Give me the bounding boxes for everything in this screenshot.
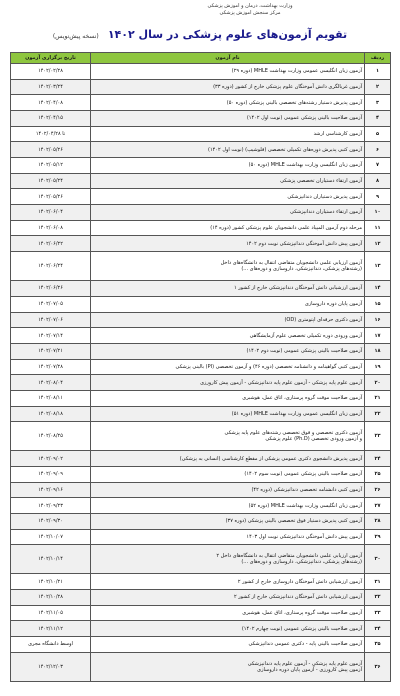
row-number: ۱۵ [365,296,391,312]
exam-name [91,158,365,174]
row-number: ۲۱ [365,390,391,406]
exam-name-line: آزمون صلاحیت بالینی پزشکی عمومی (نوبت دوم ۱۴۰۲) [246,348,362,355]
exam-name [91,637,365,653]
row-number: ۲۲ [365,406,391,422]
exam-name [91,359,365,375]
row-number: ۴ [365,111,391,127]
table-row [11,574,391,590]
exam-name-line: آزمون ارتقاء دستیاران تخصصی پزشکی [280,178,362,185]
row-number: ۲۶ [365,482,391,498]
exam-date: اوسط دانشگاه مجری [11,637,91,653]
row-number: ۲ [365,79,391,95]
exam-date: ۱۴۰۲/۱۱/۰۵ [11,605,91,621]
row-number: ۱۶ [365,312,391,328]
table-row [11,343,391,359]
exam-schedule-table [10,52,391,682]
row-number: ۳۶ [365,652,391,681]
row-number: ۳۵ [365,637,391,653]
exam-name [91,205,365,221]
exam-date: ۱۴۰۲/۰۴/۰۸ [11,95,91,111]
exam-date: ۱۴۰۲/۱۲/۰۳ [11,652,91,681]
exam-date: ۱۴۰۲/۱۱/۱۲ [11,621,91,637]
exam-name [91,142,365,158]
row-number: ۳۱ [365,574,391,590]
table-row [11,236,391,252]
exam-name [91,422,365,451]
table-row [11,545,391,574]
exam-name-line: آزمون ارزشیابی دانش آموختگان داروسازی خارج از کشور ۲ [237,578,362,585]
exam-name [91,466,365,482]
table-row [11,605,391,621]
table-row [11,451,391,467]
row-number: ۱۴ [365,281,391,297]
row-number: ۱۳ [365,252,391,281]
exam-name-line: آزمون کتبی گواهینامه و دانشنامه تخصصی (دوره ۴۶) و آزمون تخصصی (PI) بالینی پزشکی [175,363,362,370]
exam-name-line: آزمون پیش دانش آموختگی دندانپزشکی نوبت اول ۱۴۰۳ [246,533,362,540]
row-number: ۱۲ [365,236,391,252]
exam-name [91,621,365,637]
header-exam-date: تاریخ برگزاری آزمون [11,53,91,64]
exam-name [91,590,365,606]
exam-name-line: آزمون کارشناسی ارشد [313,131,362,138]
exam-name-line: (رشته‌های پزشکی، دندانپزشکی، داروسازی و دوره‌های ...) [241,559,362,566]
exam-date: ۱۴۰۲/۱۰/۱۴ [11,545,91,574]
exam-name-line: آزمون علوم پایه پزشکی - آزمون علوم پایه دندانپزشکی [247,660,362,667]
exam-date: ۱۴۰۲/۰۵/۱۲ [11,158,91,174]
exam-name [91,513,365,529]
table-row [11,205,391,221]
header-exam-name: نام آزمون [91,53,365,64]
exam-date: ۱۴۰۲/۰۶/۲۶ [11,281,91,297]
row-number: ۷ [365,158,391,174]
exam-name-line: آزمون پذیرش دستیار رشته‌های تخصصی بالینی پزشکی (دوره ۵۰) [226,99,362,106]
exam-date: ۱۴۰۲/۰۸/۲۵ [11,422,91,451]
exam-name-line: آزمون زبان انگلیسی عمومی وزارت بهداشت MHLE (دوره ۵۱) [231,410,362,417]
exam-date: ۱۴۰۲/۰۷/۰۶ [11,312,91,328]
header-row-number: ردیف [365,53,391,64]
exam-name [91,451,365,467]
exam-name-line: (رشته‌های پزشکی، دندانپزشکی، داروسازی و دوره‌های ...) [241,266,362,273]
exam-name [91,79,365,95]
exam-name-line: آزمون صلاحیت بالینی پزشکی عمومی (نوبت چهارم ۱۴۰۲) [241,625,362,632]
table-row [11,498,391,514]
exam-date: ۱۴۰۲/۰۸/۱۸ [11,406,91,422]
row-number: ۱۷ [365,328,391,344]
table-row [11,220,391,236]
exam-name-line: آزمون پایان دوره داروسازی [304,301,362,308]
table-row [11,252,391,281]
exam-date: ۱۴۰۲/۰۶/۲۲ [11,236,91,252]
exam-date: ۱۴۰۲/۱۰/۲۱ [11,574,91,590]
table-row [11,590,391,606]
exam-name-line: آزمون صلاحیت موقت گروه پرستاری، اتاق عمل، هوشبری [242,610,362,617]
row-number: ۱ [365,64,391,80]
exam-name [91,236,365,252]
row-number: ۳ [365,95,391,111]
ministry-name: وزارت بهداشت، درمان و آموزش پزشکی [207,3,293,9]
row-number: ۸ [365,173,391,189]
table-row [11,111,391,127]
row-number: ۱۰ [365,205,391,221]
row-number: ۲۹ [365,529,391,545]
row-number: ۹ [365,189,391,205]
table-row [11,375,391,391]
exam-date: ۱۴۰۲/۰۹/۲۳ [11,498,91,514]
exam-name-line: آزمون ارزیابی علمی دانشجویان متقاضی انتقال به دانشگاه‌های داخل [220,260,362,267]
page-title: تقویم آزمون‌های علوم پزشکی در سال ۱۴۰۲ [107,28,348,41]
exam-name-line: آزمون ارتقاء دستیاران دندانپزشکی [290,209,362,216]
exam-name-line: آزمون پیش کارورزی - آزمون پایان دوره داروسازی [257,666,362,673]
table-row [11,95,391,111]
exam-name [91,95,365,111]
exam-date: ۱۴۰۲/۱۰/۲۸ [11,590,91,606]
exam-name-line: آزمون زبان انگلیسی وزارت بهداشت MHLE (دوره ۵۰) [248,162,362,169]
row-number: ۲۰ [365,375,391,391]
exam-name [91,296,365,312]
exam-date: ۱۴۰۲/۰۸/۱۱ [11,390,91,406]
exam-date: ۱۴۰۲/۰۹/۳۰ [11,513,91,529]
table-row [11,312,391,328]
table-row [11,189,391,205]
exam-date: ۱۴۰۲/۰۷/۰۵ [11,296,91,312]
exam-name [91,390,365,406]
exam-name [91,126,365,142]
exam-name-line: و آزمون ورودی تخصصی (Ph.D) علوم پزشکی [265,436,362,443]
exam-name-line: آزمون پذیرش دانشجوی دکتری عمومی پزشکی از مقطع کارشناسی (انسانی به پزشکی) [179,455,362,462]
exam-name [91,252,365,281]
exam-name-line: آزمون علوم پایه پزشکی - آزمون علوم پایه دندانپزشکی - آزمون پیش کارورزی [200,379,362,386]
exam-date: ۱۴۰۲/۰۶/۰۴ [11,205,91,221]
exam-date: ۱۴۰۲/۰۶/۰۸ [11,220,91,236]
table-row [11,652,391,681]
exam-date: ۱۴۰۲/۰۶/۲۴ [11,252,91,281]
table-row [11,422,391,451]
exam-date: ۱۴۰۲/۰۷/۲۸ [11,359,91,375]
exam-name-line: آزمون کتبی پذیرش دوره‌های تکمیلی تخصصی (فلوشیپ) (نوبت اول ۱۴۰۲) [208,146,362,153]
table-row [11,296,391,312]
exam-date: ۱۴۰۲/۰۹/۱۶ [11,482,91,498]
row-number: ۲۵ [365,466,391,482]
table-row [11,64,391,80]
exam-name [91,328,365,344]
table-row [11,406,391,422]
exam-name [91,605,365,621]
table-row [11,173,391,189]
table-body [11,64,391,682]
table-row [11,466,391,482]
exam-date: ۱۴۰۲/۰۷/۱۴ [11,328,91,344]
exam-date: ۱۴۰۲/۰۲/۲۸ [11,64,91,80]
exam-date: ۱۴۰۲/۰۴/۲۸ تا [11,126,91,142]
exam-name-line: آزمون ارزشیابی دانش آموختگان دندانپزشکی خارج از کشور ۱ [233,285,362,292]
exam-name-line: آزمون دکتری تخصصی و فوق تخصصی رشته‌های علوم پایه پزشکی [224,430,362,437]
exam-name-line: آزمون ارزشیابی دانش آموختگان دندانپزشکی خارج از کشور ۲ [233,594,362,601]
exam-date: ۱۴۰۲/۰۵/۲۶ [11,142,91,158]
exam-name-line: آزمون دکتری حرفه‌ای اپتومتری (OD) [284,316,362,323]
exam-name-line: آزمون کتبی پذیرش دستیار فوق تخصصی بالینی پزشکی (دوره ۳۷) [225,518,362,525]
table-row [11,79,391,95]
title-row [10,22,390,48]
exam-name-line: مرحله دوم آزمون المپیاد علمی دانشجویان علوم پزشکی کشور (دوره ۱۴) [210,225,362,232]
exam-date: ۱۴۰۲/۰۹/۰۲ [11,451,91,467]
exam-date: ۱۴۰۲/۰۳/۲۴ [11,79,91,95]
table-row [11,621,391,637]
exam-name [91,406,365,422]
exam-date: ۱۴۰۲/۰۸/۰۴ [11,375,91,391]
table-row [11,359,391,375]
exam-name [91,189,365,205]
exam-name-line: آزمون کتبی دانشنامه تخصصی دندانپزشکی (دوره ۴۲) [251,486,362,493]
exam-name-line: آزمون صلاحیت بالینی پزشکی عمومی (نوبت سوم ۱۴۰۲) [244,471,362,478]
exam-date: ۱۴۰۲/۰۷/۲۱ [11,343,91,359]
table-row [11,513,391,529]
row-number: ۲۳ [365,422,391,451]
exam-name-line: آزمون ورودی دوره تکمیلی تخصصی علوم آزمایشگاهی [249,332,362,339]
exam-name [91,529,365,545]
exam-date: ۱۴۰۲/۰۴/۱۵ [11,111,91,127]
exam-name [91,545,365,574]
exam-name [91,281,365,297]
exam-name-line: آزمون صلاحیت موقت گروه پرستاری، اتاق عمل، هوشبری [242,395,362,402]
exam-name-line: آزمون صلاحیت بالینی پایه - دکتری عمومی دندانپزشکی [248,641,362,648]
exam-name-line: آزمون پیش دانش آموختگی دندانپزشکی نوبت دوم ۱۴۰۲ [246,240,362,247]
row-number: ۳۰ [365,545,391,574]
table-row [11,529,391,545]
table-header-row [11,53,391,64]
table-row [11,390,391,406]
exam-name [91,652,365,681]
exam-date: ۱۴۰۲/۰۹/۰۹ [11,466,91,482]
exam-name [91,498,365,514]
table-row [11,142,391,158]
exam-name [91,111,365,127]
exam-name-line: آزمون ارزیابی علمی دانشجویان متقاضی انتقال به دانشگاه‌های داخل ۲ [216,553,362,560]
center-name: مرکز سنجش آموزش پزشکی [219,10,281,16]
table-row [11,281,391,297]
exam-name [91,375,365,391]
exam-name [91,220,365,236]
row-number: ۲۴ [365,451,391,467]
exam-date: ۱۴۰۲/۰۵/۲۶ [11,189,91,205]
exam-name-line: آزمون صلاحیت بالینی پزشکی عمومی (نوبت اول ۱۴۰۲) [246,115,362,122]
row-number: ۵ [365,126,391,142]
table-row [11,637,391,653]
table-row [11,482,391,498]
table-row [11,158,391,174]
exam-name-line: آزمون زبان انگلیسی وزارت بهداشت MHLE (دوره ۵۲) [248,502,362,509]
exam-name [91,312,365,328]
row-number: ۳۴ [365,621,391,637]
table-row [11,328,391,344]
exam-name [91,574,365,590]
exam-name [91,343,365,359]
exam-date: ۱۴۰۲/۱۰/۰۷ [11,529,91,545]
exam-name-line: آزمون غربالگری دانش آموختگان علوم پزشکی خارج از کشور (دوره ۳۳) [213,84,362,90]
row-number: ۲۸ [365,513,391,529]
row-number: ۱۸ [365,343,391,359]
row-number: ۱۹ [365,359,391,375]
row-number: ۶ [365,142,391,158]
exam-name [91,173,365,189]
exam-name-line: آزمون زبان انگلیسی عمومی وزارت بهداشت MHLE (دوره ۲۹) [231,68,362,75]
table-row [11,126,391,142]
row-number: ۱۱ [365,220,391,236]
exam-name [91,482,365,498]
exam-name [91,64,365,80]
row-number: ۳۳ [365,605,391,621]
exam-date: ۱۴۰۲/۰۵/۲۴ [11,173,91,189]
row-number: ۲۷ [365,498,391,514]
exam-name-line: آزمون پذیرش دستیاران دندانپزشکی [287,193,362,200]
page-subtitle: (نسخه پیش‌نویس) [52,33,99,40]
row-number: ۳۲ [365,590,391,606]
